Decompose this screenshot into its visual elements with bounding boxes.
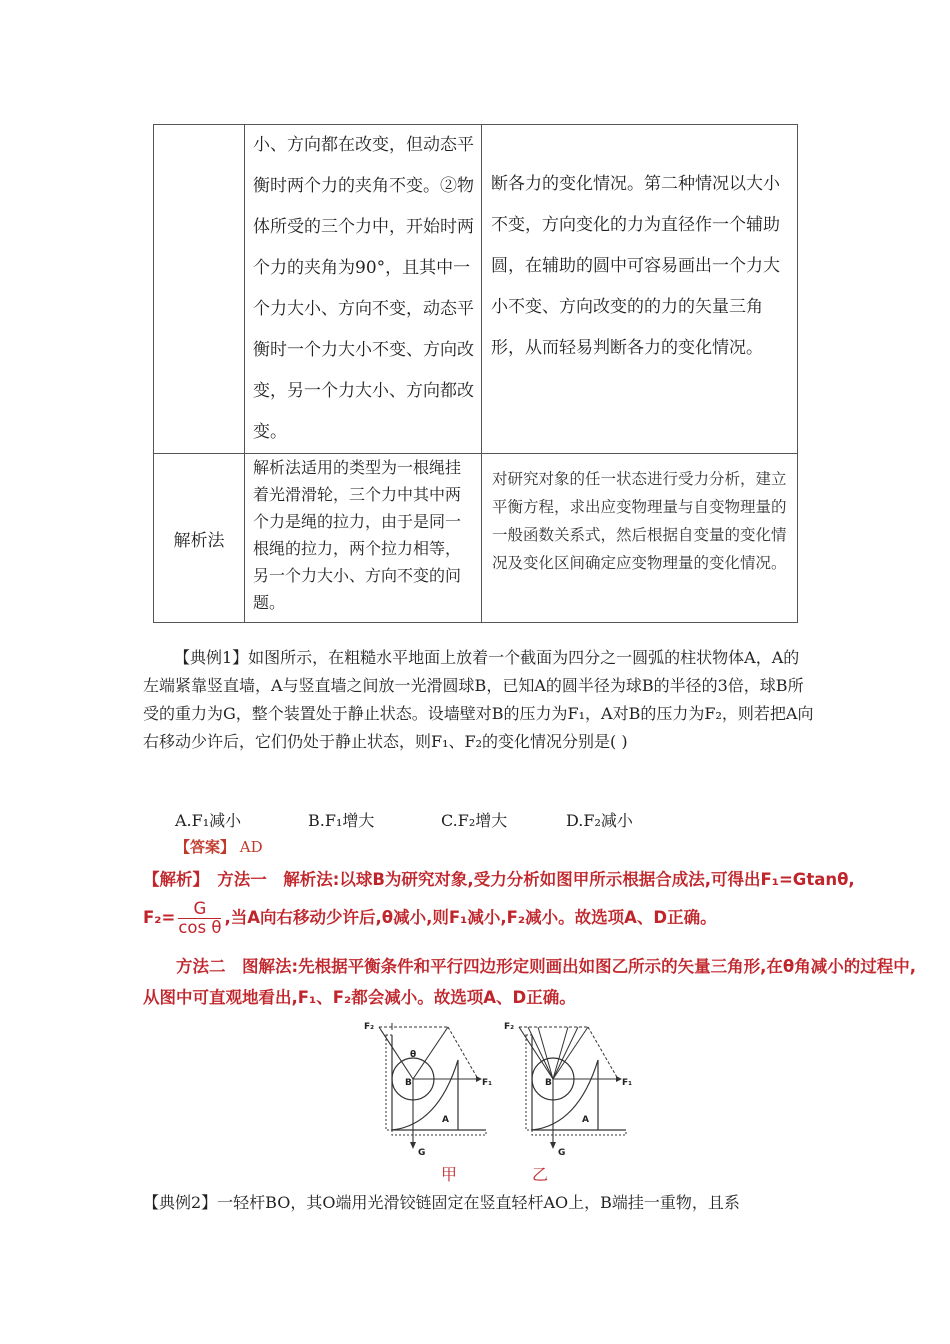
cell-text: 小、方向都在改变，但动态平衡时两个力的夹角不变。②物体所受的三个力中，开始时两个力的夹角为90°，且其中一个力大小、方向不变，动态平衡时一个力大小不变、方向改变，另一个力大小、方向都改变。 <box>253 135 474 442</box>
caption-jia: 甲 <box>441 1165 458 1184</box>
fraction <box>178 900 221 937</box>
answer-line <box>175 836 263 857</box>
table-cell-empty <box>154 125 245 454</box>
table-cell <box>482 125 798 454</box>
cell-text: 对研究对象的任一状态进行受力分析，建立平衡方程，求出应变物理量与自变物理量的一般函数关系式，然后根据自变量的变化情况及变化区间确定应变物理量的变化情况。 <box>492 470 787 572</box>
fraction-numerator: G <box>178 900 221 919</box>
example1-question: 【典例1】如图所示，在粗糙水平地面上放着一个截面为四分之一圆弧的柱状物体A，A的左端紧靠竖直墙，A与竖直墙之间放一光滑圆球B，已知A的圆半径为球B的半径的3倍，球B所受的重力为G，整个装置处于静止状态。设墙壁对B的压力为F₁，A对B的压力为F₂，则若把A向右移动少许后，它们仍处于静止状态，则F₁、F₂的变化情况分别是( ) <box>143 648 814 751</box>
diagram-jia <box>364 1022 492 1158</box>
label-f2: F₂ <box>364 1022 375 1032</box>
table-cell <box>245 454 482 623</box>
formula-suffix: ,当A向右移动少许后,θ减小,则F₁减小,F₂减小。故选项A、D正确。 <box>224 908 717 927</box>
table-row <box>154 454 798 623</box>
table-cell <box>245 125 482 454</box>
label-f2: F₂ <box>504 1022 515 1032</box>
label-g: G <box>558 1148 566 1158</box>
label-f1: F₁ <box>622 1078 633 1088</box>
answer-value: AD <box>239 838 263 856</box>
label-theta: θ <box>410 1050 417 1060</box>
table-cell <box>482 454 798 623</box>
analysis-method2: 方法二 图解法:先根据平衡条件和平行四边形定则画出如图乙所示的矢量三角形,在θ角减小的过程中,从图中可直观地看出,F₁、F₂都会减小。故选项A、D正确。 <box>143 957 916 1007</box>
method-label: 解析法 <box>154 454 245 623</box>
cell-text: 解析法适用的类型为一根绳挂着光滑滑轮，三个力中其中两个力是绳的拉力，由于是同一根绳的拉力，两个拉力相等，另一个力大小、方向不变的问题。 <box>253 458 462 612</box>
label-a: A <box>442 1115 449 1125</box>
analysis-method1: 【解析】 方法一 解析法:以球B为研究对象,受力分析如图甲所示根据合成法,可得出F₁=Gtanθ, <box>143 870 855 889</box>
force-diagrams <box>358 1015 633 1160</box>
label-a: A <box>582 1115 589 1125</box>
answer-label: 【答案】 <box>175 838 236 856</box>
fraction-denominator: cos θ <box>178 918 222 937</box>
label-b: B <box>545 1078 552 1088</box>
analysis-formula-line <box>143 900 923 937</box>
option-d: D.F₂减小 <box>566 811 633 830</box>
option-a: A.F₁减小 <box>175 811 242 830</box>
label-f1: F₁ <box>482 1078 493 1088</box>
option-c: C.F₂增大 <box>441 811 508 830</box>
label-g: G <box>418 1148 426 1158</box>
table-row <box>154 125 798 454</box>
example2-question: 【典例2】一轻杆BO，其O端用光滑铰链固定在竖直轻杆AO上，B端挂一重物，且系 <box>143 1193 740 1212</box>
methods-table <box>153 124 798 623</box>
caption-yi: 乙 <box>532 1165 549 1184</box>
diagram-yi <box>504 1022 632 1158</box>
label-b: B <box>405 1078 412 1088</box>
cell-text: 断各力的变化情况。第二种情况以大小不变，方向变化的力为直径作一个辅助圆，在辅助的圆中可容易画出一个力大小不变、方向改变的的力的矢量三角形，从而轻易判断各力的变化情况。 <box>491 174 780 358</box>
option-b: B.F₁增大 <box>308 811 375 830</box>
formula-prefix: F₂= <box>143 908 176 927</box>
